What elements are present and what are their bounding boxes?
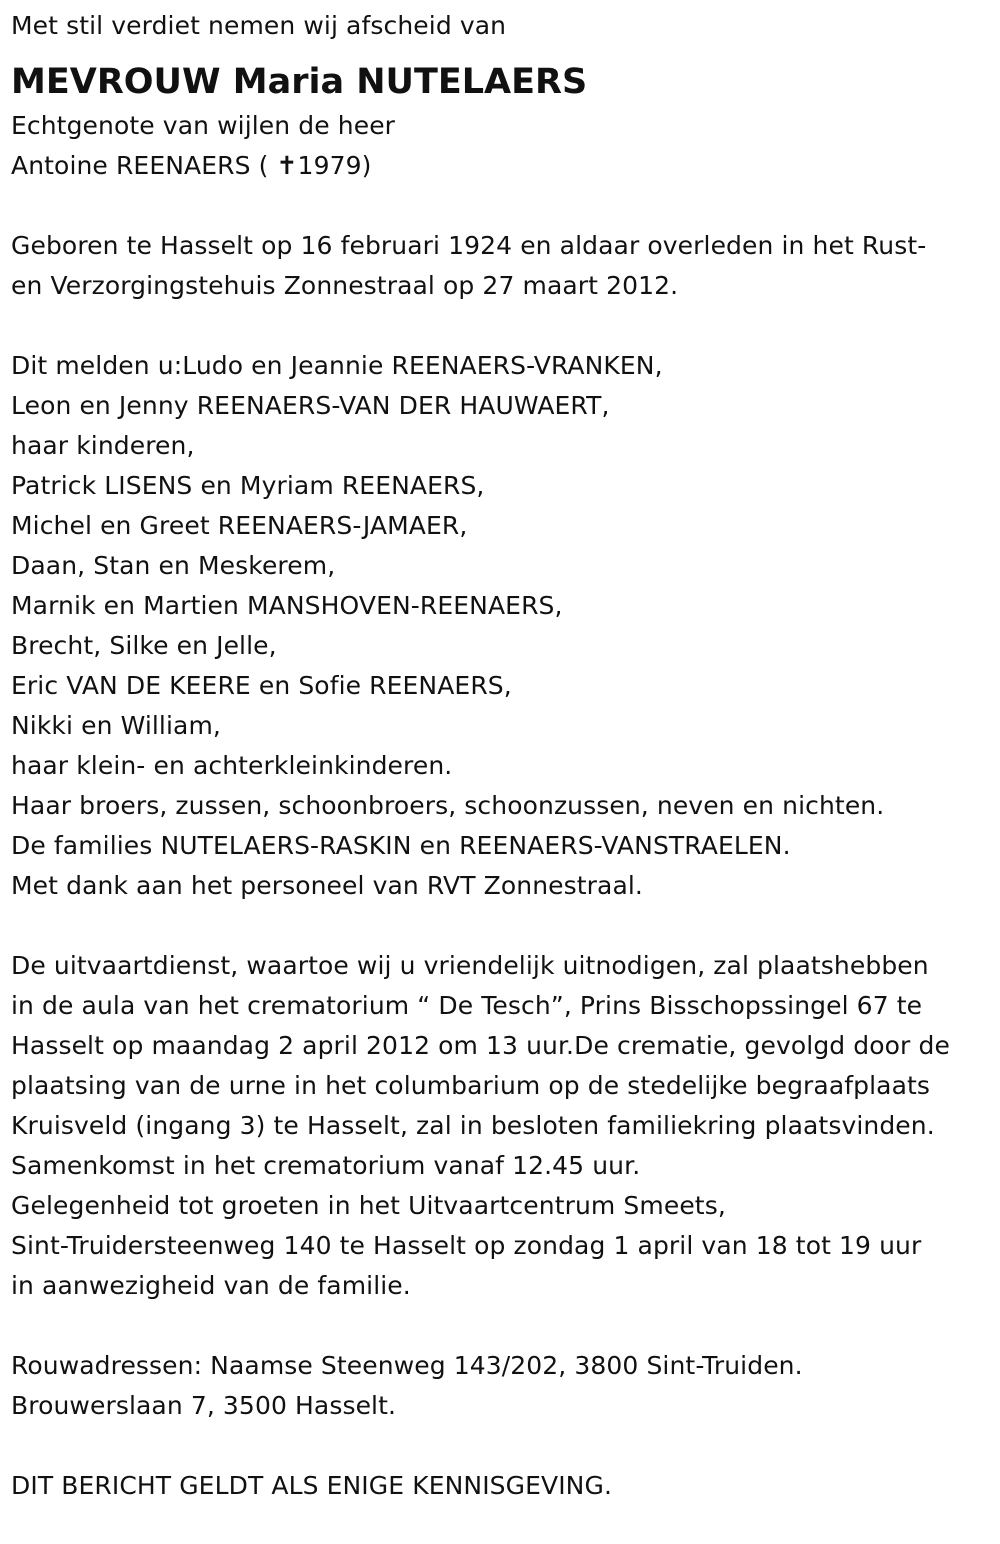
service-line: Gelegenheid tot groeten in het Uitvaartcentrum Smeets, bbox=[11, 1191, 726, 1220]
spacer bbox=[11, 186, 996, 226]
spacer bbox=[11, 1306, 996, 1346]
spouse-line: Antoine REENAERS ( ✝1979) bbox=[11, 151, 372, 180]
family-line: Marnik en Martien MANSHOVEN-REENAERS, bbox=[11, 591, 563, 620]
intro-text: Met stil verdiet nemen wij afscheid van bbox=[11, 11, 507, 40]
family-line: Brecht, Silke en Jelle, bbox=[11, 631, 277, 660]
spacer bbox=[11, 306, 996, 346]
family-line: Met dank aan het personeel van RVT Zonnestraal. bbox=[11, 871, 643, 900]
service-line: in de aula van het crematorium “ De Tesch”, Prins Bisschopssingel 67 te bbox=[11, 991, 923, 1020]
service-line: De uitvaartdienst, waartoe wij u vriendelijk uitnodigen, zal plaatshebben bbox=[11, 951, 929, 980]
family-line: haar klein- en achterkleinkinderen. bbox=[11, 751, 453, 780]
spacer bbox=[11, 906, 996, 946]
service-line: Hasselt op maandag 2 april 2012 om 13 uur.De crematie, gevolgd door de bbox=[11, 1031, 950, 1060]
address-line: Rouwadressen: Naamse Steenweg 143/202, 3800 Sint-Truiden. bbox=[11, 1351, 803, 1380]
birth-death-line: en Verzorgingstehuis Zonnestraal op 27 maart 2012. bbox=[11, 271, 679, 300]
family-line: Eric VAN DE KEERE en Sofie REENAERS, bbox=[11, 671, 512, 700]
family-line: Leon en Jenny REENAERS-VAN DER HAUWAERT, bbox=[11, 391, 610, 420]
family-line: Michel en Greet REENAERS-JAMAER, bbox=[11, 511, 468, 540]
family-line: Haar broers, zussen, schoonbroers, schoonzussen, neven en nichten. bbox=[11, 791, 885, 820]
family-line: Nikki en William, bbox=[11, 711, 221, 740]
obituary-notice bbox=[11, 6, 996, 1506]
family-line: Dit melden u:Ludo en Jeannie REENAERS-VRANKEN, bbox=[11, 351, 663, 380]
service-line: Samenkomst in het crematorium vanaf 12.45 uur. bbox=[11, 1151, 641, 1180]
family-line: De families NUTELAERS-RASKIN en REENAERS-VANSTRAELEN. bbox=[11, 831, 791, 860]
spouse-line: Echtgenote van wijlen de heer bbox=[11, 111, 396, 140]
deceased-name: MEVROUW Maria NUTELAERS bbox=[11, 62, 588, 102]
birth-death-line: Geboren te Hasselt op 16 februari 1924 en aldaar overleden in het Rust- bbox=[11, 231, 927, 260]
family-line: Daan, Stan en Meskerem, bbox=[11, 551, 336, 580]
service-line: Sint-Truidersteenweg 140 te Hasselt op zondag 1 april van 18 tot 19 uur bbox=[11, 1231, 922, 1260]
address-line: Brouwerslaan 7, 3500 Hasselt. bbox=[11, 1391, 397, 1420]
family-line: Patrick LISENS en Myriam REENAERS, bbox=[11, 471, 485, 500]
service-line: in aanwezigheid van de familie. bbox=[11, 1271, 411, 1300]
closing-statement: DIT BERICHT GELDT ALS ENIGE KENNISGEVING. bbox=[11, 1471, 612, 1500]
spacer bbox=[11, 1426, 996, 1466]
service-line: Kruisveld (ingang 3) te Hasselt, zal in besloten familiekring plaatsvinden. bbox=[11, 1111, 935, 1140]
family-line: haar kinderen, bbox=[11, 431, 195, 460]
service-line: plaatsing van de urne in het columbarium op de stedelijke begraafplaats bbox=[11, 1071, 931, 1100]
